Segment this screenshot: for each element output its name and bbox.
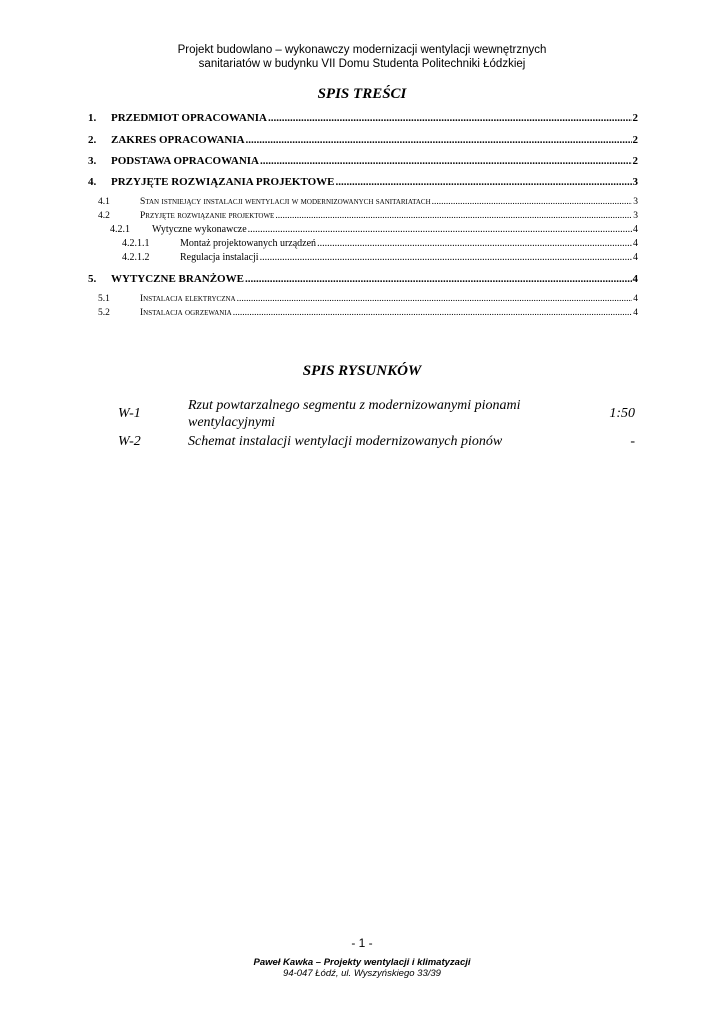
toc-entry-page: 4 bbox=[632, 273, 638, 285]
toc-entry-label: Przyjęte rozwiązanie projektowe bbox=[140, 211, 275, 221]
toc-leader bbox=[233, 308, 633, 318]
toc-entry-number: 4.1 bbox=[98, 197, 110, 207]
toc-entry-page: 4 bbox=[633, 308, 638, 318]
toc-leader bbox=[336, 176, 632, 188]
toc-entry-page: 4 bbox=[633, 238, 638, 249]
toc-entry-label: Instalacja elektryczna bbox=[140, 294, 236, 304]
toc-leader bbox=[275, 211, 632, 221]
toc-entry-page: 4 bbox=[633, 224, 638, 235]
toc-entry-number: 5. bbox=[88, 273, 97, 285]
toc-entry-page: 4 bbox=[633, 294, 638, 304]
drawing-description: Schemat instalacji wentylacji modernizowanych pionów bbox=[188, 434, 503, 449]
toc-entry-number: 1. bbox=[88, 112, 97, 124]
toc-entry-label: Montaż projektowanych urządzeń bbox=[180, 238, 317, 249]
toc-leader bbox=[317, 238, 632, 249]
toc-entry-label: ZAKRES OPRACOWANIA bbox=[111, 134, 245, 146]
toc-leader bbox=[246, 134, 632, 146]
toc-entry-page: 3 bbox=[633, 197, 638, 207]
toc-entry-page: 3 bbox=[632, 176, 638, 188]
toc-entry-number: 4.2.1.1 bbox=[122, 238, 150, 249]
toc-entry-number: 5.2 bbox=[98, 308, 110, 318]
toc-entry-label: PODSTAWA OPRACOWANIA bbox=[111, 155, 260, 167]
page-number: - 1 - bbox=[351, 936, 373, 950]
toc-entry-number: 4. bbox=[88, 176, 97, 188]
toc-entry-number: 5.1 bbox=[98, 294, 110, 304]
toc-entry-label: PRZYJĘTE ROZWIĄZANIA PROJEKTOWE bbox=[111, 176, 335, 188]
toc-title: SPIS TREŚCI bbox=[317, 86, 407, 102]
header-line-2: sanitariatów w budynku VII Domu Studenta Politechniki Łódzkiej bbox=[198, 58, 526, 70]
toc-leader bbox=[260, 155, 631, 167]
toc-leader bbox=[245, 273, 632, 285]
toc-leader bbox=[248, 224, 632, 235]
header-line-1: Projekt budowlano – wykonawczy modernizacji wentylacji wewnętrznych bbox=[177, 44, 547, 56]
drawing-scale: - bbox=[630, 434, 635, 449]
toc-entry-number: 4.2.1.2 bbox=[122, 252, 150, 263]
toc-entry-number: 4.2.1 bbox=[110, 224, 130, 235]
toc-entry-number: 3. bbox=[88, 155, 97, 167]
toc-entry-label: Stan istniejący instalacji wentylacji w modernizowanych sanitariatach bbox=[140, 197, 431, 207]
toc-entry-label: WYTYCZNE BRANŻOWE bbox=[111, 273, 244, 285]
toc-entry-number: 2. bbox=[88, 134, 97, 146]
drawing-description: Rzut powtarzalnego segmentu z modernizowanymi pionami wentylacyjnymi bbox=[188, 398, 521, 430]
document-header bbox=[0, 43, 724, 71]
drawing-code: W-1 bbox=[118, 406, 141, 421]
toc-entry-label: PRZEDMIOT OPRACOWANIA bbox=[111, 112, 267, 124]
toc-entry-label: Instalacja ogrzewania bbox=[140, 308, 232, 318]
toc-entry-page: 4 bbox=[633, 252, 638, 263]
drawing-scale: 1:50 bbox=[609, 406, 635, 421]
toc-entry-page: 2 bbox=[632, 134, 638, 146]
toc-entry-page: 3 bbox=[633, 211, 638, 221]
toc-entry-page: 2 bbox=[632, 155, 638, 167]
toc-leader bbox=[432, 197, 633, 207]
toc-entry-label: Regulacja instalacji bbox=[180, 252, 259, 263]
toc-entry-number: 4.2 bbox=[98, 211, 110, 221]
toc-leader bbox=[237, 294, 633, 304]
document-footer bbox=[0, 957, 724, 979]
toc-entry-page: 2 bbox=[632, 112, 638, 124]
toc-leader bbox=[268, 112, 632, 124]
toc-entry-label: Wytyczne wykonawcze bbox=[152, 224, 247, 235]
footer-line-1: Paweł Kawka – Projekty wentylacji i klimatyzacji bbox=[253, 957, 471, 968]
footer-line-2: 94-047 Łódź, ul. Wyszyńskiego 33/39 bbox=[283, 968, 441, 979]
toc-leader bbox=[260, 252, 632, 263]
drawing-code: W-2 bbox=[118, 434, 141, 449]
drawings-title: SPIS RYSUNKÓW bbox=[302, 363, 422, 379]
